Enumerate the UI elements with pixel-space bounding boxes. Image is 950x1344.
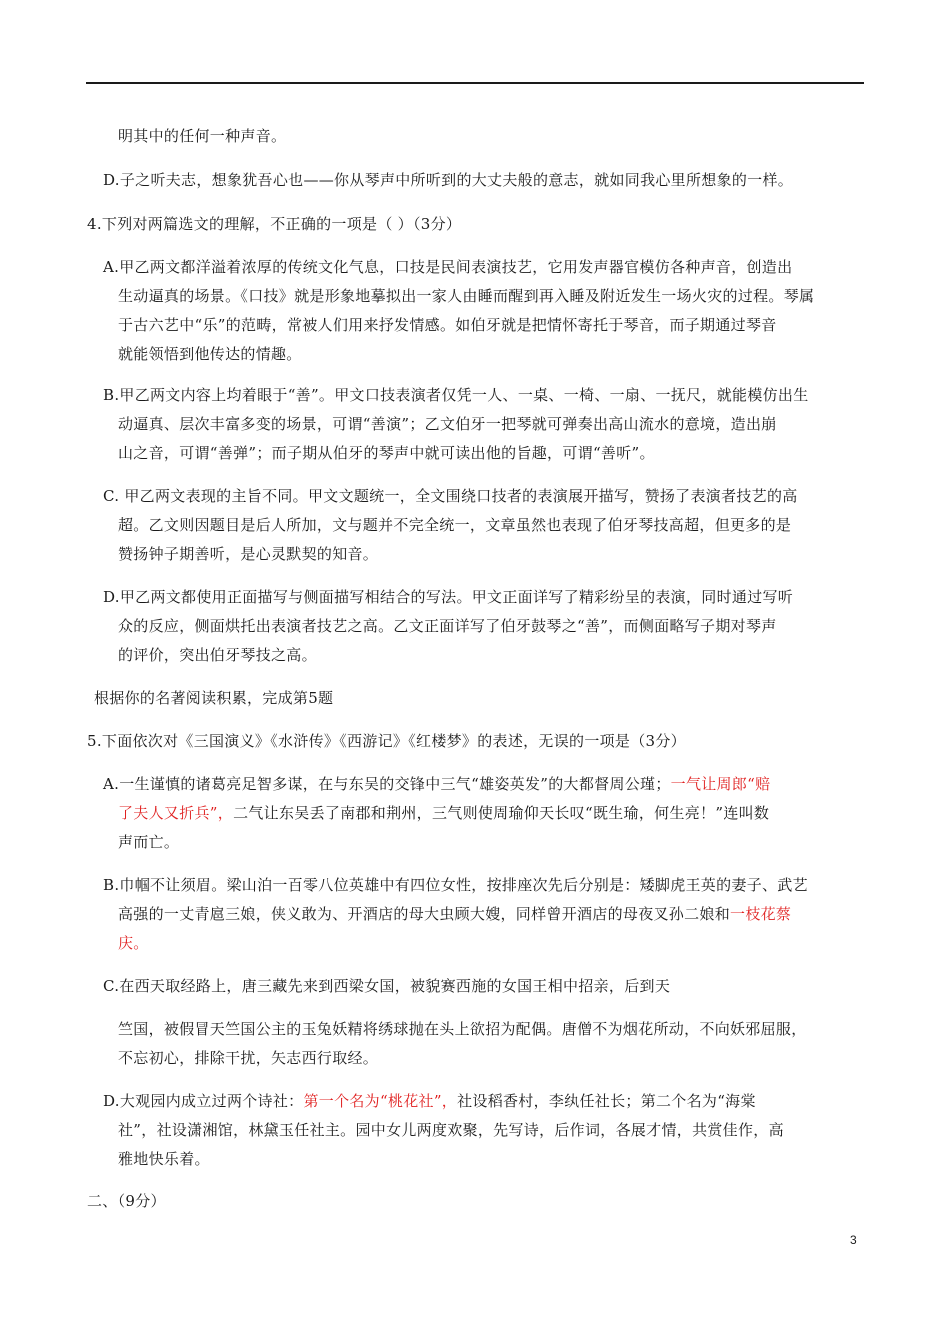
q5-option-c-cont: 竺国，被假冒天竺国公主的玉兔妖精将绣球抛在头上欲招为配偶。唐僧不为烟花所动，不向妖邪屈服， xyxy=(118,1020,807,1038)
q4-option-a-cont: 就能领悟到他传达的情趣。 xyxy=(118,345,302,363)
q4-option-b-cont: 山之音，可谓“善弹”；而子期从伯牙的琴声中就可读出他的旨趣，可谓“善听”。 xyxy=(118,444,655,462)
q4-option-a-cont: 于古六艺中“乐”的范畴，常被人们用来抒发情感。如伯牙就是把情怀寄托于琴音，而子期通过琴音 xyxy=(118,316,777,334)
q5-option-b-cont xyxy=(118,904,791,924)
q4-option-c-cont: 超。乙文则因题目是后人所加，文与题并不完全统一，文章虽然也表现了伯牙琴技高超，但更多的是 xyxy=(118,516,792,534)
section-heading: 二、（9分） xyxy=(87,1192,166,1210)
q4-option-d-cont: 众的反应，侧面烘托出表演者技艺之高。乙文正面详写了伯牙鼓琴之“善”，而侧面略写子期对琴声 xyxy=(118,617,777,635)
header-rule xyxy=(86,82,864,84)
q5-option-d-cont: 雅地快乐着。 xyxy=(118,1150,210,1168)
q4-option-a: A.甲乙两文都洋溢着浓厚的传统文化气息，口技是民间表演技艺，它用发声器官模仿各种声音，创造出 xyxy=(103,258,793,276)
question-5: 5.下面依次对《三国演义》《水浒传》《西游记》《红楼梦》的表述，无误的一项是（3分） xyxy=(87,732,686,750)
q5-option-d-text: 社设稻香村，李纨任社长；第二个名为“海棠 xyxy=(457,1092,756,1110)
highlighted-text: 一枝花蔡 xyxy=(730,905,792,923)
q4-option-d-cont: 的评价，突出伯牙琴技之高。 xyxy=(118,646,317,664)
highlighted-text: 第一个名为“桃花社”， xyxy=(303,1092,458,1110)
q5-option-a-cont xyxy=(118,803,769,823)
q4-option-d: D.甲乙两文都使用正面描写与侧面描写相结合的写法。甲文正面详写了精彩纷呈的表演，同时通过写听 xyxy=(103,588,794,606)
text-line: 明其中的任何一种声音。 xyxy=(118,127,287,145)
highlighted-text: 了夫人又折兵”， xyxy=(118,804,234,822)
q5-option-d-cont: 社”，社设潇湘馆，林黛玉任社主。园中女儿两度欢聚，先写诗，后作词，各展才情，共赏佳作，高 xyxy=(118,1121,784,1139)
q4-option-b-cont: 动逼真、层次丰富多变的场景，可谓“善演”；乙文伯牙一把琴就可弹奏出高山流水的意境，造出崩 xyxy=(118,415,777,433)
question-4: 4.下列对两篇选文的理解，不正确的一项是（ ）（3分） xyxy=(87,215,462,233)
q5-option-a-text: A.一生谨慎的诸葛亮足智多谋，在与东吴的交锋中三气“雄姿英发”的大都督周公瑾； xyxy=(103,775,671,793)
q5-option-c: C.在西天取经路上，唐三藏先来到西梁女国，被貌赛西施的女国王相中招亲，后到天 xyxy=(103,977,671,995)
option-d-line: D.子之听夫志，想象犹吾心也——你从琴声中所听到的大丈夫般的意志，就如同我心里所想象的一样。 xyxy=(103,171,794,189)
q5-option-a-text: 二气让东吴丢了南郡和荆州，三气则使周瑜仰天长叹“既生瑜，何生亮！”连叫数 xyxy=(233,804,770,822)
q5-option-a xyxy=(103,774,770,794)
q5-option-d-text: D.大观园内成立过两个诗社： xyxy=(103,1092,304,1110)
highlighted-text: 庆。 xyxy=(118,934,149,952)
q5-option-a-cont: 声而亡。 xyxy=(118,833,180,851)
q5-option-b-text: 高强的一丈青扈三娘，侠义敢为、开酒店的母大虫顾大嫂，同样曾开酒店的母夜叉孙二娘和 xyxy=(118,905,731,923)
q5-option-c-cont: 不忘初心，排除干扰，矢志西行取经。 xyxy=(118,1049,379,1067)
q4-option-c-cont: 赞扬钟子期善听，是心灵默契的知音。 xyxy=(118,545,379,563)
q5-option-d xyxy=(103,1091,756,1111)
q4-option-a-cont: 生动逼真的场景。《口技》就是形象地摹拟出一家人由睡而醒到再入睡及附近发生一场火灾的过程。琴属 xyxy=(118,287,815,305)
reading-instruction: 根据你的名著阅读积累，完成第5题 xyxy=(94,689,334,707)
q4-option-b: B.甲乙两文内容上均着眼于“善”。甲文口技表演者仅凭一人、一桌、一椅、一扇、一抚尺，就能模仿出生 xyxy=(103,386,809,404)
q4-option-c: C. 甲乙两文表现的主旨不同。甲文文题统一，全文围绕口技者的表演展开描写，赞扬了表演者技艺的高 xyxy=(103,487,798,505)
highlighted-text: 一气让周郎“赔 xyxy=(670,775,771,793)
page-number: 3 xyxy=(850,1233,857,1247)
q5-option-b: B.巾帼不让须眉。梁山泊一百零八位英雄中有四位女性，按排座次先后分别是：矮脚虎王英的妻子、武艺 xyxy=(103,876,808,894)
